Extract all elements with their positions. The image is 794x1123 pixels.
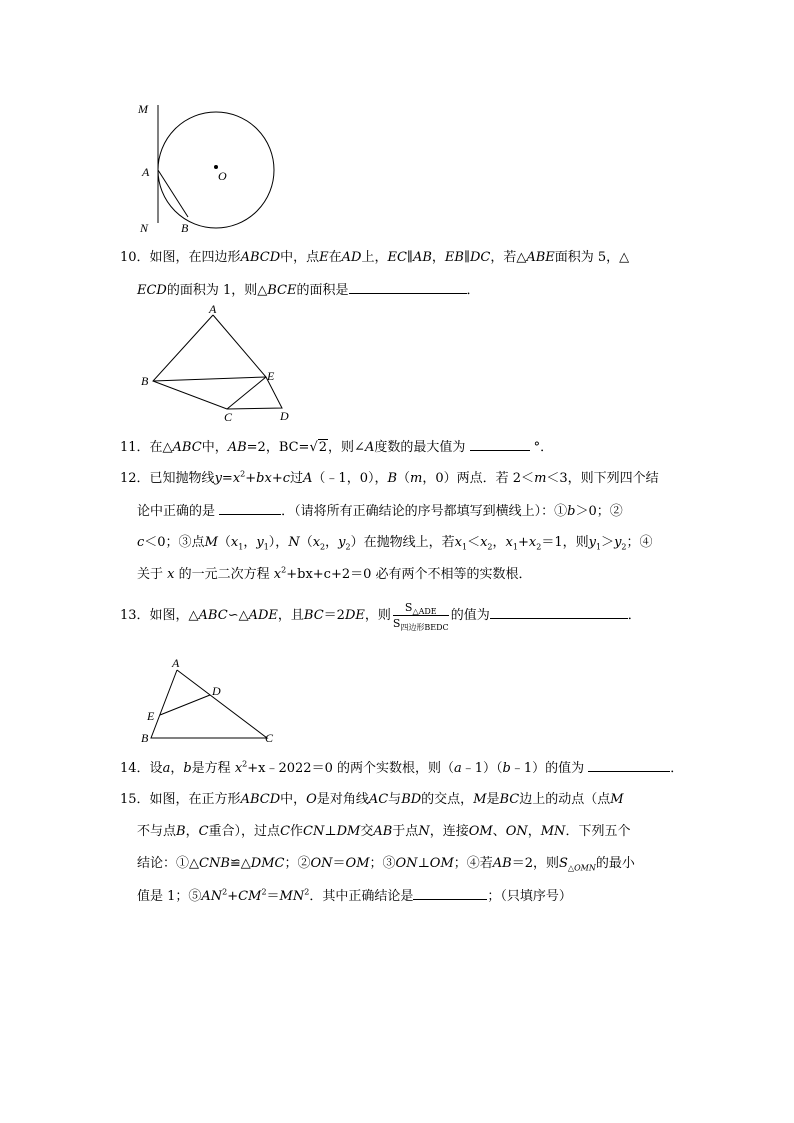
q10-answer-blank[interactable] <box>349 280 467 294</box>
q15-line-4: 值是 1；$⑤AN^2+CM^2=MN^2$．其中正确结论是 ；（只填序号） <box>137 887 572 904</box>
label-b: B <box>141 731 149 745</box>
q12-line-4: 关于 x 的一元二次方程 $x^2+bx+c+2=0$ 必有两个不相等的实数根． <box>137 565 532 582</box>
label-d: D <box>280 409 289 423</box>
q13-answer-blank[interactable] <box>490 605 628 619</box>
quad-figure <box>135 302 300 427</box>
label-c: C <box>265 731 274 745</box>
label-e: E <box>267 369 275 383</box>
label-b: B <box>141 374 149 388</box>
label-a: A <box>209 302 217 316</box>
q10-line-1: 10．如图，在四边形ABCD中，点E在AD上，EC∥AB，EB∥DC，若△ABE面积为 5，△ <box>120 250 630 265</box>
q11-answer-blank[interactable] <box>470 437 530 451</box>
q15-answer-blank[interactable] <box>413 886 487 900</box>
circle-figure <box>130 95 290 240</box>
q12-line-1: 12．已知抛物线$y=x^2+bx+c$过A（﹣1，0），B（m，0）两点．若 2＜m＜3，则下列四个结 <box>120 469 659 486</box>
q15-line-2: 不与点B，C重合），过点C作CN⊥DM交AB于点N，连接OM、ON，MN．下列五个 <box>137 824 631 839</box>
q12-line-3: c＜0；③点$M(x_1$，$y_1$），$N(x_2$，$y_2$）在抛物线上，若$x_1<x_2$，$x_1+x_2=1$，则$y_1>y_2$；④ <box>137 535 653 552</box>
label-c: C <box>224 410 233 424</box>
label-b: B <box>181 221 189 235</box>
q12-answer-blank[interactable] <box>219 501 281 515</box>
area-ratio-fraction: $\frac{S_{\triangle ADE}}{S_{四边形BEDC}}$ <box>392 601 449 633</box>
q15-line-1: 15．如图，在正方形ABCD中，O是对角线AC与BD的交点，M是BC边上的动点（点M <box>120 792 624 807</box>
q14-line: 14．设a，b是方程 $x^2+x﹣2022=0$ 的两个实数根，则（a﹣1）（b﹣1）的值为 ． <box>120 759 684 776</box>
label-n: N <box>140 221 149 235</box>
q12-line-2: 论中正确的是 ．（请将所有正确结论的序号都填写到横线上）：①b＞0；② <box>137 501 714 522</box>
label-a: A <box>172 656 180 670</box>
label-d: D <box>212 684 221 698</box>
q14-answer-blank[interactable] <box>588 758 670 772</box>
label-a: A <box>142 165 150 179</box>
label-m: M <box>138 102 148 116</box>
sqrt-symbol: √2 <box>309 440 328 455</box>
label-o: O <box>218 169 227 183</box>
label-e: E <box>147 709 155 723</box>
q13-line: 13．如图，△ABC∽△ADE，且BC＝2DE，则 $\frac{S_{\triangle ADE}}{S_{四边形BEDC}}$ 的值为 ． <box>120 601 641 633</box>
q11-line: 11．在△ABC中，AB=2，BC=√2，则∠A度数的最大值为 °． <box>120 437 714 458</box>
q15-line-3: 结论：①△CNB≌△DMC；②ON＝OM；③ON⊥OM；④若AB＝2，则$S_{\triangle OMN}$的最小 <box>137 856 635 873</box>
circle-o <box>158 112 274 228</box>
q10-line-2: ECD的面积为 1，则△BCE的面积是 ． <box>137 280 714 301</box>
triangle-figure <box>135 650 285 750</box>
